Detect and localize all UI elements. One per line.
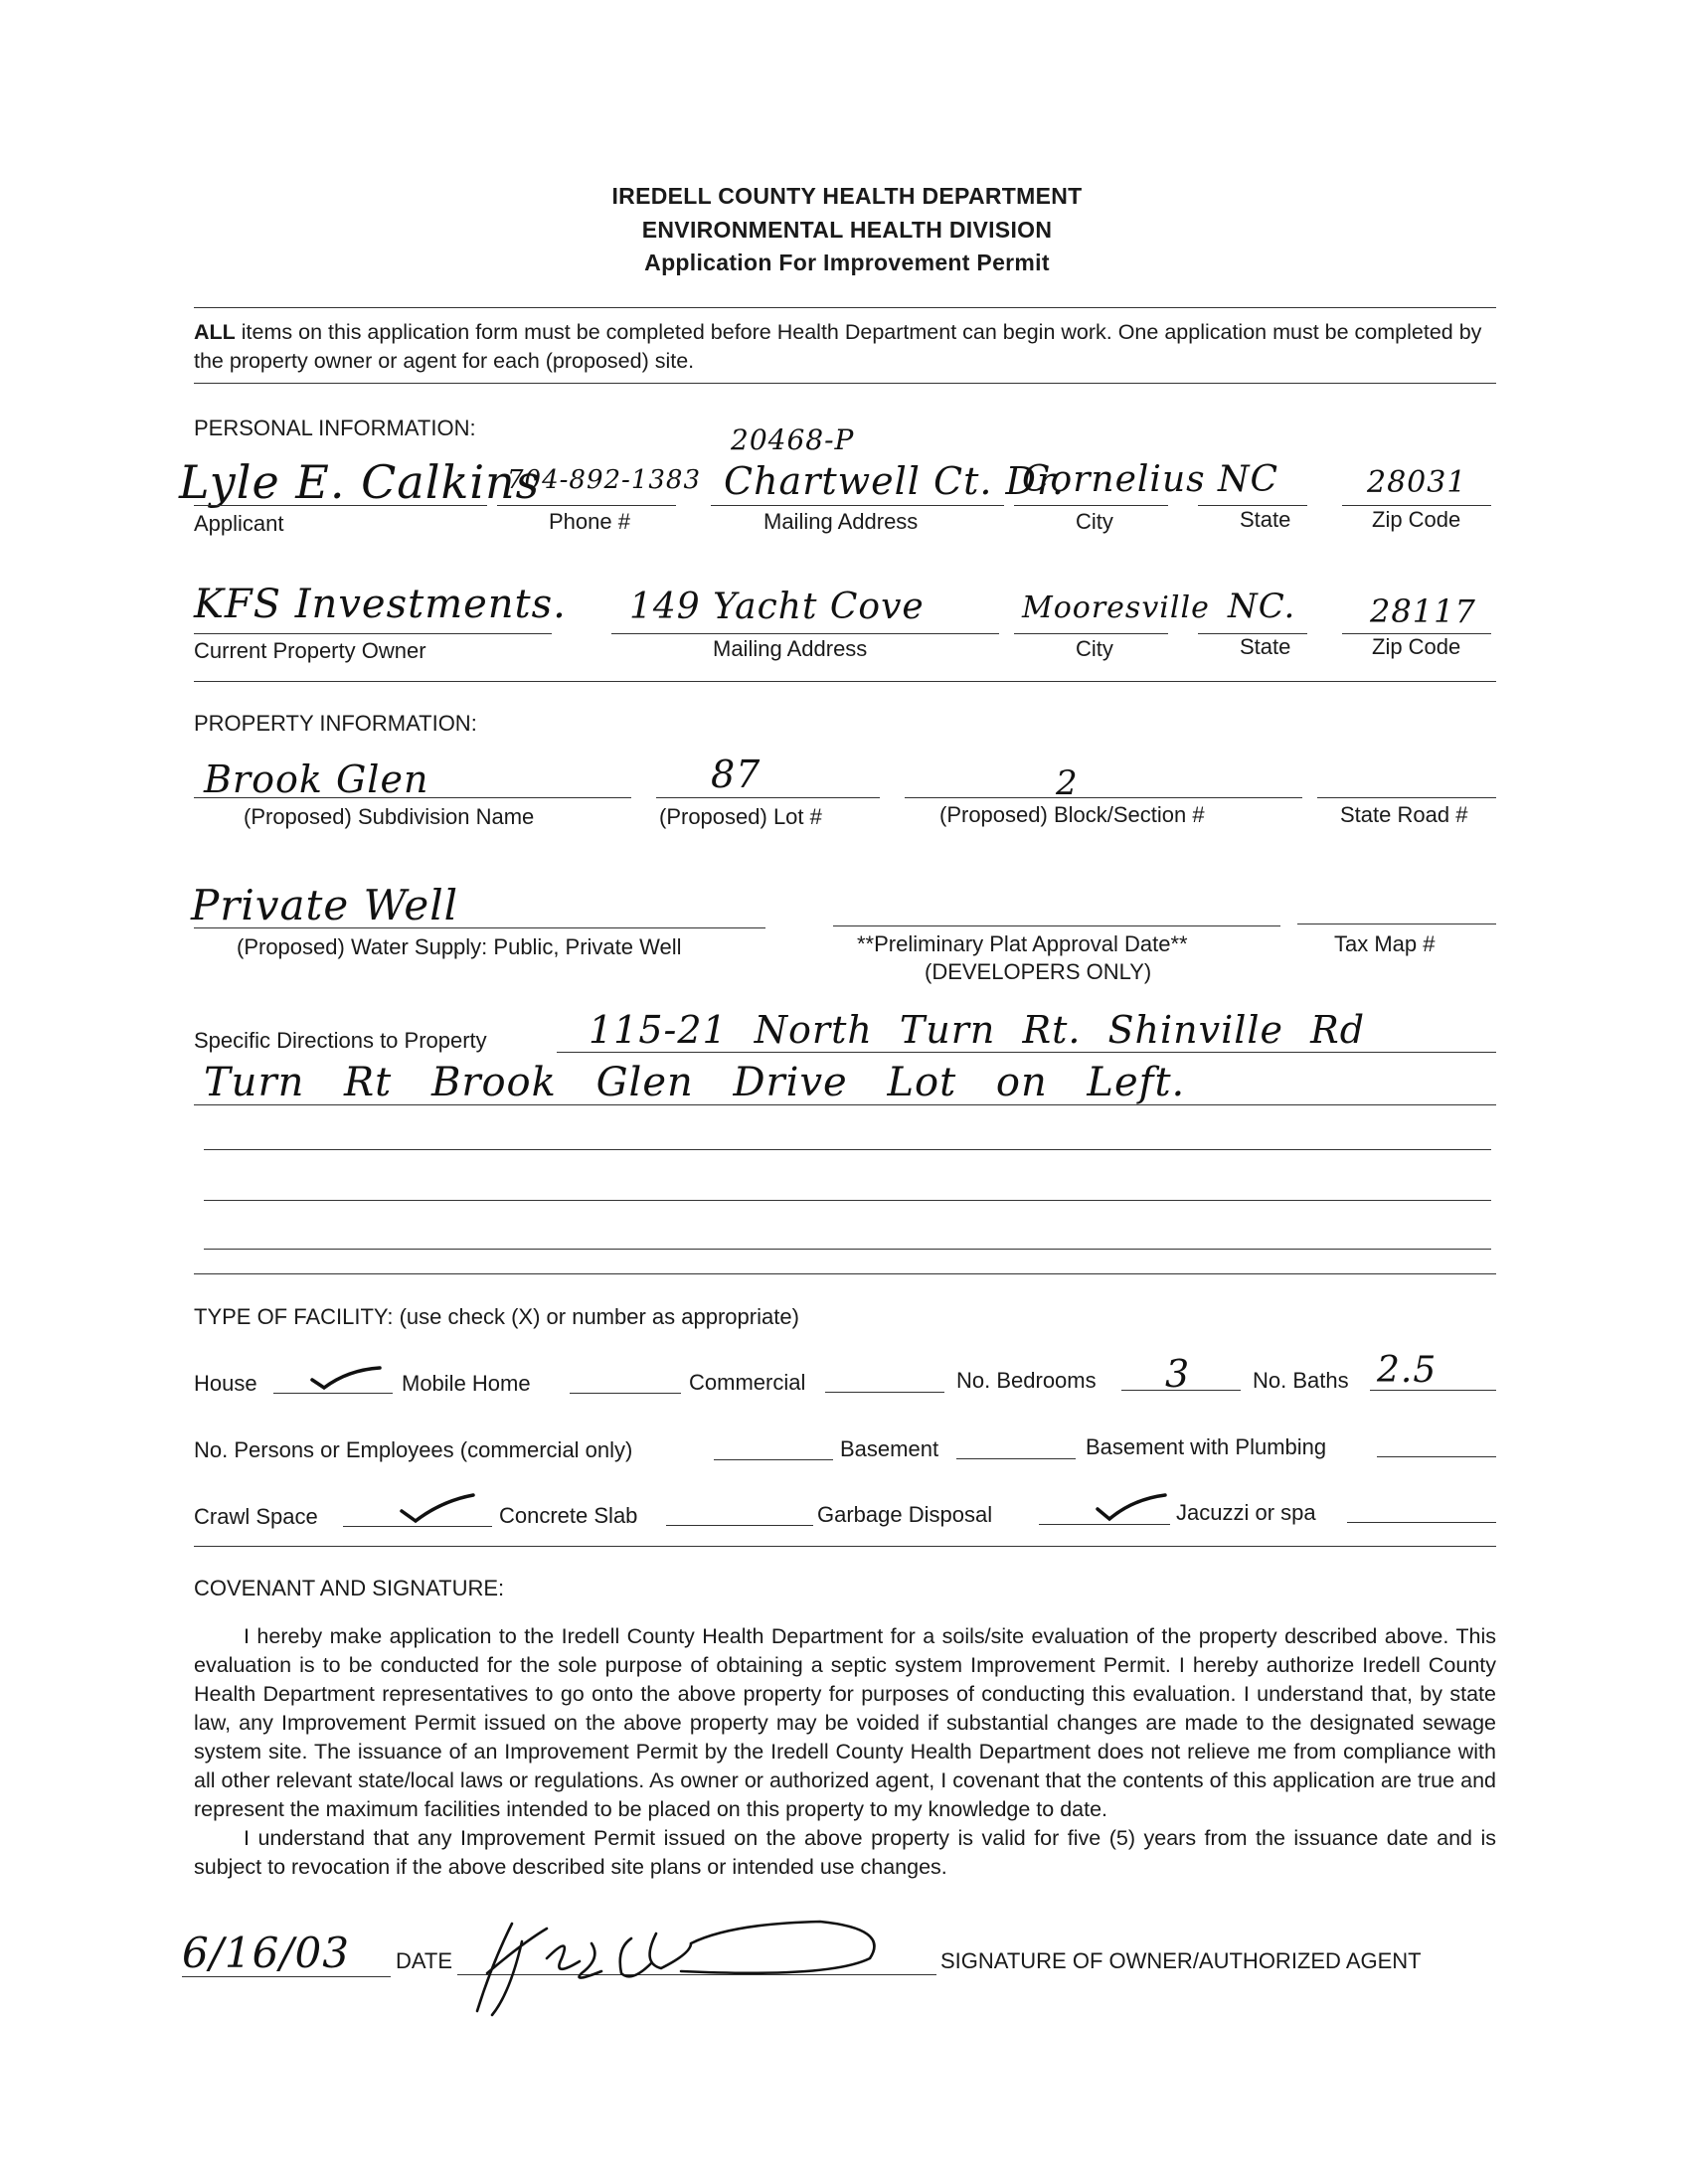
covenant-paragraph-1: I hereby make application to the Iredell County Health Department for a soils/site evaluation of the property described above. This evaluation is to be conducted for the sole purpose of obtaining a septic system Improvement Permit. I hereby authorize Iredell County Health Department representatives to go onto the above property for purposes of conducting this evaluation. I understand that, by state law, any Improvement Permit issued on the above property may be voided if substantial changes are made to the designated sewage system site. The issuance of an Improvement Permit by the Iredell County Health Department does not relieve me from compliance with all other relevant state/local laws or regulations. As owner or authorized agent, I covenant that the contents of this application are true and represent the maximum facilities intended to be placed on this property to my knowledge to date. <box>194 1624 1496 1821</box>
personal-rule <box>194 681 1496 682</box>
owner-address-line <box>611 633 999 634</box>
mailing-address-label: Mailing Address <box>763 509 919 534</box>
applicant-phone-line <box>497 505 676 506</box>
signature-label: SIGNATURE OF OWNER/AUTHORIZED AGENT <box>940 1948 1422 1973</box>
applicant-name-value[interactable]: Lyle E. Calkins <box>179 455 541 509</box>
bedrooms-value[interactable]: 3 <box>1165 1352 1191 1396</box>
tax-map-label: Tax Map # <box>1334 931 1436 956</box>
state-road-line <box>1317 797 1496 798</box>
house-check-mark[interactable] <box>308 1362 383 1392</box>
water-supply-label: (Proposed) Water Supply: Public, Private Well <box>237 934 682 959</box>
phone-label: Phone # <box>549 509 630 534</box>
covenant-text <box>194 1622 1496 1882</box>
mobile-home-line <box>570 1393 681 1394</box>
owner-zip-value[interactable]: 28117 <box>1370 592 1476 630</box>
current-owner-label: Current Property Owner <box>194 638 426 663</box>
city-label: City <box>1076 509 1113 534</box>
jacuzzi-line <box>1347 1522 1496 1523</box>
applicant-phone-value[interactable]: 704-892-1383 <box>507 465 701 495</box>
applicant-city-line <box>1014 505 1168 506</box>
lot-value[interactable]: 87 <box>711 753 762 796</box>
applicant-city-value[interactable]: Cornelius <box>1022 459 1206 500</box>
basement-label: Basement <box>840 1436 939 1461</box>
bedrooms-label: No. Bedrooms <box>956 1368 1097 1393</box>
commercial-label: Commercial <box>689 1370 806 1395</box>
mobile-home-label: Mobile Home <box>402 1371 531 1396</box>
directions-line-2 <box>194 1104 1496 1105</box>
covenant-heading: COVENANT AND SIGNATURE: <box>194 1576 505 1600</box>
intro-rule <box>194 383 1496 384</box>
property-rule <box>194 1273 1496 1274</box>
owner-zip-label: Zip Code <box>1372 634 1461 659</box>
basement-plumbing-label: Basement with Plumbing <box>1086 1434 1327 1459</box>
directions-line-1 <box>557 1052 1496 1053</box>
crawl-space-line <box>343 1526 492 1527</box>
applicant-zip-value[interactable]: 28031 <box>1367 465 1467 500</box>
owner-address-value[interactable]: 149 Yacht Cove <box>629 587 925 627</box>
signature-image[interactable] <box>452 1904 890 2018</box>
header-department: IREDELL COUNTY HEALTH DEPARTMENT <box>611 183 1083 209</box>
garbage-disposal-label: Garbage Disposal <box>817 1502 993 1527</box>
basement-plumbing-line <box>1377 1456 1496 1457</box>
lot-label: (Proposed) Lot # <box>659 804 822 829</box>
applicant-address-value[interactable]: Chartwell Ct. Dr. <box>724 459 1066 503</box>
concrete-slab-line <box>666 1525 813 1526</box>
signature-date-value[interactable]: 6/16/03 <box>182 1929 350 1977</box>
garbage-disposal-line <box>1039 1524 1170 1525</box>
owner-city-label: City <box>1076 636 1113 661</box>
jacuzzi-label: Jacuzzi or spa <box>1176 1500 1316 1525</box>
owner-city-line <box>1014 633 1168 634</box>
directions-line-5 <box>204 1249 1491 1250</box>
date-line <box>182 1976 391 1977</box>
house-label: House <box>194 1371 257 1396</box>
directions-line-3 <box>204 1149 1491 1150</box>
facility-rule <box>194 1546 1496 1547</box>
plat-approval-label: **Preliminary Plat Approval Date** <box>857 931 1188 956</box>
header-division: ENVIRONMENTAL HEALTH DIVISION <box>641 217 1053 243</box>
directions-line-4 <box>204 1200 1491 1201</box>
baths-label: No. Baths <box>1253 1368 1349 1393</box>
owner-mailing-label: Mailing Address <box>713 636 868 661</box>
intro-text: ALL items on this application form must be completed before Health Department can begin work. One application must be completed by the property owner or agent for each (proposed) site. <box>194 320 1482 373</box>
property-heading: PROPERTY INFORMATION: <box>194 711 477 736</box>
subdivision-line <box>194 797 631 798</box>
state-label: State <box>1240 507 1291 532</box>
crawl-space-check-mark[interactable] <box>398 1491 477 1525</box>
baths-value[interactable]: 2.5 <box>1377 1350 1438 1391</box>
header-form-title: Application For Improvement Permit <box>644 250 1050 275</box>
concrete-slab-label: Concrete Slab <box>499 1503 638 1528</box>
plat-date-line <box>833 925 1280 926</box>
owner-city-value[interactable]: Mooresville <box>1022 590 1210 625</box>
commercial-line <box>825 1392 944 1393</box>
applicant-name-line <box>194 505 487 506</box>
applicant-state-line <box>1198 505 1307 506</box>
owner-name-value[interactable]: KFS Investments. <box>194 582 567 627</box>
applicant-state-value[interactable]: NC <box>1218 459 1279 500</box>
persons-label: No. Persons or Employees (commercial only) <box>194 1437 633 1462</box>
applicant-address-number[interactable]: 20468-P <box>731 423 855 456</box>
owner-state-value[interactable]: NC. <box>1228 587 1296 626</box>
water-supply-value[interactable]: Private Well <box>191 881 459 929</box>
garbage-disposal-check-mark[interactable] <box>1094 1491 1168 1523</box>
block-line <box>905 797 1302 798</box>
applicant-label: Applicant <box>194 511 284 536</box>
facility-heading: TYPE OF FACILITY: (use check (X) or number as appropriate) <box>194 1304 799 1329</box>
directions-line-1-value[interactable]: 115-21 North Turn Rt. Shinville Rd <box>589 1008 1366 1052</box>
subdivision-value[interactable]: Brook Glen <box>204 757 429 801</box>
directions-label: Specific Directions to Property <box>194 1028 487 1053</box>
developers-only-label: (DEVELOPERS ONLY) <box>925 959 1152 984</box>
state-road-label: State Road # <box>1340 802 1468 827</box>
zip-code-label: Zip Code <box>1372 507 1461 532</box>
block-value[interactable]: 2 <box>1056 763 1079 803</box>
applicant-zip-line <box>1342 505 1491 506</box>
block-label: (Proposed) Block/Section # <box>939 802 1205 827</box>
crawl-space-label: Crawl Space <box>194 1504 318 1529</box>
owner-name-line <box>194 633 552 634</box>
covenant-paragraph-2: I understand that any Improvement Permit issued on the above property is valid for five (5) years from the issuance date and is subject to revocation if the above described site plans or intended use changes. <box>194 1826 1496 1879</box>
basement-line <box>956 1458 1076 1459</box>
applicant-address-line <box>711 505 1004 506</box>
subdivision-label: (Proposed) Subdivision Name <box>244 804 535 829</box>
personal-heading: PERSONAL INFORMATION: <box>194 416 476 440</box>
house-line <box>273 1393 393 1394</box>
date-label: DATE <box>396 1948 453 1973</box>
lot-line <box>656 797 880 798</box>
owner-state-label: State <box>1240 634 1291 659</box>
top-rule <box>194 307 1496 308</box>
water-supply-line <box>194 927 765 928</box>
persons-line <box>714 1459 833 1460</box>
directions-line-2-value[interactable]: Turn Rt Brook Glen Drive Lot on Left. <box>204 1060 1186 1105</box>
